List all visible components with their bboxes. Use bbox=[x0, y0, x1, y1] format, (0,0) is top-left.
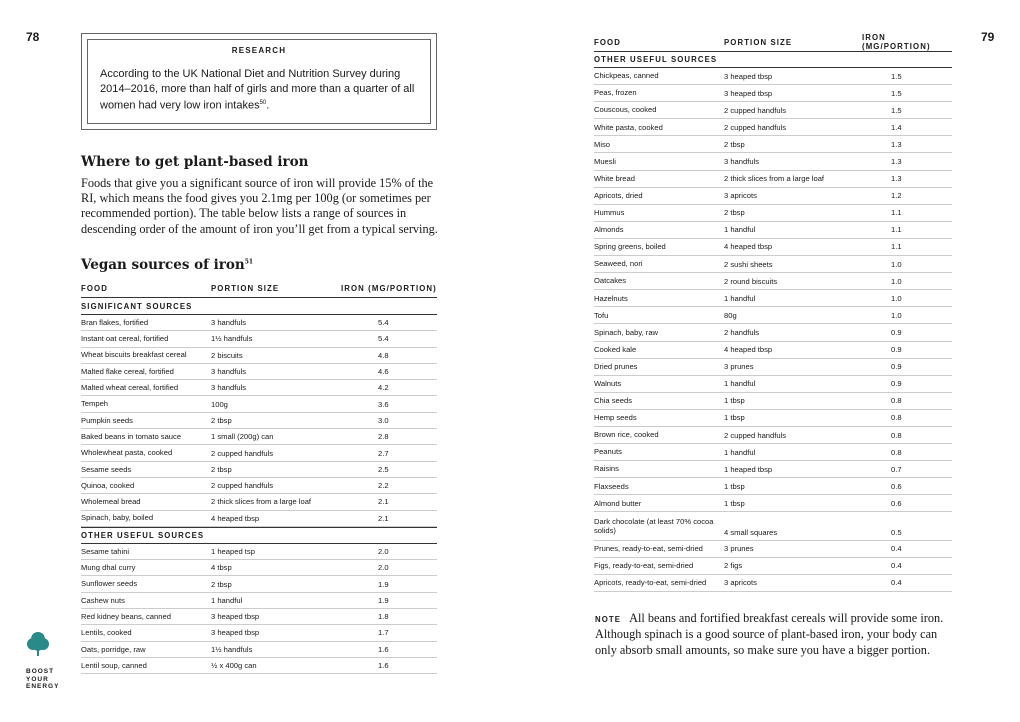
cell-portion: 3 handfuls bbox=[211, 318, 247, 328]
cell-food: Baked beans in tomato sauce bbox=[81, 431, 182, 441]
cell-iron: 0.9 bbox=[891, 379, 902, 389]
cell-food: Mung dhal curry bbox=[81, 563, 136, 573]
table-row bbox=[594, 273, 952, 290]
cell-portion: 3 heaped tbsp bbox=[724, 71, 773, 81]
cell-portion: 2 figs bbox=[724, 561, 743, 571]
section-paragraph: Foods that give you a significant source of iron will provide 15% of the RI, which means the food gives you 2.1mg per 100g (or sometimes per recommended portion). The table below lists a range of sources in descending order of the amount of iron you’ll get from a typical serving. bbox=[81, 176, 438, 236]
cell-portion: 2 tbsp bbox=[211, 579, 232, 589]
cell-food: Flaxseeds bbox=[594, 481, 629, 491]
table-heading-text: Vegan sources of iron bbox=[81, 257, 245, 273]
research-title: RESEARCH bbox=[231, 46, 287, 55]
table-row bbox=[594, 575, 952, 592]
cell-food: Lentils, cooked bbox=[81, 628, 132, 638]
cell-portion: 2 sushi sheets bbox=[724, 259, 773, 269]
table-row bbox=[81, 576, 437, 592]
cell-portion: 1 heaped tbsp bbox=[724, 464, 773, 474]
cell-food: Cooked kale bbox=[594, 344, 637, 354]
table-row bbox=[81, 478, 437, 494]
column-iron: IRON (MG/PORTION) bbox=[862, 33, 931, 51]
cell-food: Malted wheat cereal, fortified bbox=[81, 383, 179, 393]
cell-food: Raisins bbox=[594, 464, 619, 474]
cell-portion: 3 apricots bbox=[724, 191, 757, 201]
section-label-other: OTHER USEFUL SOURCES bbox=[81, 527, 437, 544]
table-row bbox=[81, 462, 437, 478]
cell-iron: 3.6 bbox=[378, 399, 389, 409]
cell-food: Tofu bbox=[594, 310, 609, 320]
cell-food: Cashew nuts bbox=[81, 595, 125, 605]
table-row bbox=[81, 494, 437, 510]
cell-portion: 3 heaped tbsp bbox=[724, 88, 773, 98]
cell-portion: 3 prunes bbox=[724, 544, 754, 554]
cell-portion: 2 tbsp bbox=[211, 415, 232, 425]
table-header bbox=[594, 33, 952, 51]
table-row bbox=[594, 461, 952, 478]
cell-iron: 0.6 bbox=[891, 498, 902, 508]
cell-food: Figs, ready-to-eat, semi-dried bbox=[594, 561, 694, 571]
cell-food: Hemp seeds bbox=[594, 413, 637, 423]
column-portion: PORTION SIZE bbox=[724, 37, 793, 47]
cell-iron: 1.0 bbox=[891, 259, 902, 269]
cell-portion: 3 heaped tbsp bbox=[211, 628, 260, 638]
table-row bbox=[594, 153, 952, 170]
cell-iron: 3.0 bbox=[378, 415, 389, 425]
section-label-significant: SIGNIFICANT SOURCES bbox=[81, 297, 437, 315]
cell-iron: 2.1 bbox=[378, 497, 389, 507]
iron-table-left bbox=[81, 280, 437, 674]
cell-food: White bread bbox=[594, 173, 635, 183]
cell-portion: 1 tbsp bbox=[724, 413, 745, 423]
cell-iron: 1.2 bbox=[891, 191, 902, 201]
cell-iron: 0.9 bbox=[891, 362, 902, 372]
cell-portion: 1½ handfuls bbox=[211, 644, 253, 654]
table-row bbox=[81, 380, 437, 396]
cell-portion: 2 tbsp bbox=[211, 464, 232, 474]
cell-iron: 2.8 bbox=[378, 432, 389, 442]
cell-food: Tempeh bbox=[81, 399, 109, 409]
cell-portion: 100g bbox=[211, 399, 228, 409]
cell-food: Oatcakes bbox=[594, 276, 627, 286]
cell-iron: 4.2 bbox=[378, 383, 389, 393]
table-row bbox=[81, 331, 437, 347]
cell-food: Muesli bbox=[594, 156, 616, 166]
cell-portion: 2 cupped handfuls bbox=[724, 430, 787, 440]
cell-food: Dark chocolate (at least 70% cocoa solids) bbox=[594, 516, 714, 536]
table-row bbox=[81, 348, 437, 364]
cell-portion: 2 thick slices from a large loaf bbox=[211, 497, 312, 507]
cell-portion: 2 tbsp bbox=[724, 139, 745, 149]
cell-food: Chia seeds bbox=[594, 396, 632, 406]
cell-iron: 1.0 bbox=[891, 310, 902, 320]
cell-portion: 1 small (200g) can bbox=[211, 432, 274, 442]
cell-portion: 4 tbsp bbox=[211, 563, 232, 573]
table-row bbox=[594, 171, 952, 188]
cell-portion: 1 handful bbox=[211, 595, 243, 605]
table-row bbox=[81, 642, 437, 658]
table-row bbox=[81, 658, 437, 674]
cell-iron: 4.8 bbox=[378, 350, 389, 360]
cell-food: Sesame tahini bbox=[81, 546, 130, 556]
table-row bbox=[594, 541, 952, 558]
column-food: FOOD bbox=[81, 284, 108, 293]
cell-iron: 0.9 bbox=[891, 345, 902, 355]
table-row bbox=[81, 560, 437, 576]
cell-portion: 1 handful bbox=[724, 379, 756, 389]
cell-portion: 2 round biscuits bbox=[724, 276, 778, 286]
table-row bbox=[81, 364, 437, 380]
cell-iron: 2.5 bbox=[378, 464, 389, 474]
cell-food: Pumpkin seeds bbox=[81, 415, 133, 425]
note-label: NOTE bbox=[595, 615, 622, 624]
note bbox=[595, 611, 957, 658]
cell-portion: 1 tbsp bbox=[724, 498, 745, 508]
cell-iron: 0.8 bbox=[891, 413, 902, 423]
cell-portion: 2 handfuls bbox=[724, 327, 760, 337]
table-row bbox=[594, 290, 952, 307]
significant-rows bbox=[81, 315, 437, 527]
table-row bbox=[594, 410, 952, 427]
cell-iron: 1.3 bbox=[891, 139, 902, 149]
cell-portion: 4 heaped tbsp bbox=[724, 345, 773, 355]
cell-portion: 2 cupped handfuls bbox=[724, 122, 787, 132]
cell-food: Sunflower seeds bbox=[81, 579, 138, 589]
table-row bbox=[81, 511, 437, 527]
cell-food: Apricots, dried bbox=[594, 190, 643, 200]
table-heading bbox=[81, 257, 253, 273]
table-row bbox=[594, 222, 952, 239]
table-row bbox=[594, 495, 952, 512]
tree-icon bbox=[26, 632, 50, 663]
page-number-right: 79 bbox=[981, 30, 995, 44]
research-end: . bbox=[266, 99, 270, 112]
table-row bbox=[81, 413, 437, 429]
cell-iron: 1.1 bbox=[891, 208, 902, 218]
cell-food: Prunes, ready-to-eat, semi-dried bbox=[594, 543, 703, 553]
cell-iron: 0.4 bbox=[891, 578, 902, 588]
table-row bbox=[594, 85, 952, 102]
cell-portion: 80g bbox=[724, 310, 737, 320]
cell-portion: 2 biscuits bbox=[211, 350, 243, 360]
cell-food: Peanuts bbox=[594, 447, 622, 457]
column-portion: PORTION SIZE bbox=[211, 284, 280, 293]
cell-iron: 1.1 bbox=[891, 242, 902, 252]
cell-iron: 1.0 bbox=[891, 276, 902, 286]
cell-food: Dried prunes bbox=[594, 361, 638, 371]
cell-food: Seaweed, nori bbox=[594, 259, 643, 269]
table-row bbox=[81, 593, 437, 609]
cell-portion: 1 tbsp bbox=[724, 396, 745, 406]
cell-portion: 1 handful bbox=[724, 447, 756, 457]
cell-food: Spring greens, boiled bbox=[594, 242, 666, 252]
cell-food: Spinach, baby, raw bbox=[594, 327, 659, 337]
cell-food: Sesame seeds bbox=[81, 464, 132, 474]
table-row bbox=[594, 307, 952, 324]
cell-food: Couscous, cooked bbox=[594, 105, 657, 115]
table-row bbox=[594, 359, 952, 376]
cell-food: Wholemeal bread bbox=[81, 497, 141, 507]
cell-iron: 0.4 bbox=[891, 561, 902, 571]
cell-iron: 1.3 bbox=[891, 174, 902, 184]
table-row bbox=[594, 102, 952, 119]
cell-food: White pasta, cooked bbox=[594, 122, 663, 132]
cell-iron: 2.0 bbox=[378, 547, 389, 556]
table-row bbox=[594, 393, 952, 410]
cell-portion: ½ x 400g can bbox=[211, 661, 257, 671]
cell-iron: 5.4 bbox=[378, 334, 389, 344]
cell-iron: 1.9 bbox=[378, 595, 389, 605]
cell-iron: 1.4 bbox=[891, 122, 902, 132]
table-row bbox=[81, 544, 437, 560]
table-row bbox=[81, 315, 437, 331]
cell-food: Brown rice, cooked bbox=[594, 430, 659, 440]
cell-iron: 1.5 bbox=[891, 71, 902, 81]
research-text bbox=[100, 67, 418, 113]
cell-iron: 1.6 bbox=[378, 644, 389, 654]
cell-iron: 1.1 bbox=[891, 225, 902, 235]
column-iron: IRON (MG/PORTION) bbox=[341, 284, 437, 293]
table-row bbox=[81, 445, 437, 461]
cell-food: Wholewheat pasta, cooked bbox=[81, 448, 173, 458]
cell-portion: 1½ handfuls bbox=[211, 334, 253, 344]
cell-portion: 2 cupped handfuls bbox=[211, 448, 274, 458]
table-row bbox=[81, 429, 437, 445]
cell-food: Instant oat cereal, fortified bbox=[81, 334, 169, 344]
cell-iron: 1.5 bbox=[891, 105, 902, 115]
cell-portion: 2 cupped handfuls bbox=[211, 481, 274, 491]
cell-portion: 3 prunes bbox=[724, 362, 754, 372]
table-row bbox=[594, 119, 952, 136]
cell-iron: 0.5 bbox=[891, 527, 902, 537]
cell-food: Almond butter bbox=[594, 498, 642, 508]
cell-food: Almonds bbox=[594, 225, 624, 235]
cell-portion: 4 small squares bbox=[724, 527, 778, 537]
table-row bbox=[594, 256, 952, 273]
table-row bbox=[594, 188, 952, 205]
table-row bbox=[81, 396, 437, 412]
table-row bbox=[594, 68, 952, 85]
cell-portion: 1 handful bbox=[724, 225, 756, 235]
brand-line: BOOST bbox=[26, 668, 55, 675]
cell-portion: 3 apricots bbox=[724, 578, 757, 588]
cell-food: Malted flake cereal, fortified bbox=[81, 366, 174, 376]
cell-iron: 1.6 bbox=[378, 661, 389, 671]
cell-food: Red kidney beans, canned bbox=[81, 611, 171, 621]
cell-food: Apricots, ready-to-eat, semi-dried bbox=[594, 578, 707, 588]
iron-table-right bbox=[594, 33, 952, 592]
cell-food: Walnuts bbox=[594, 378, 622, 388]
cell-iron: 1.8 bbox=[378, 612, 389, 622]
cell-iron: 0.6 bbox=[891, 481, 902, 491]
cell-food: Spinach, baby, boiled bbox=[81, 513, 154, 523]
cell-iron: 0.8 bbox=[891, 447, 902, 457]
research-box bbox=[81, 33, 437, 130]
table-row bbox=[594, 558, 952, 575]
table-row bbox=[594, 444, 952, 461]
table-row bbox=[594, 512, 952, 540]
cell-portion: 3 heaped tbsp bbox=[211, 612, 260, 622]
table-row bbox=[594, 136, 952, 153]
brand-line: YOUR bbox=[26, 675, 49, 683]
cell-portion: 2 tbsp bbox=[724, 208, 745, 218]
cell-food: Chickpeas, canned bbox=[594, 71, 659, 81]
page-number-left: 78 bbox=[26, 30, 40, 44]
table-row bbox=[594, 427, 952, 444]
cell-iron: 5.4 bbox=[378, 318, 389, 328]
cell-iron: 2.2 bbox=[378, 481, 389, 491]
table-row bbox=[594, 324, 952, 341]
table-header bbox=[81, 280, 437, 297]
cell-food: Oats, porridge, raw bbox=[81, 644, 146, 654]
table-row bbox=[81, 609, 437, 625]
cell-iron: 2.0 bbox=[378, 563, 389, 573]
cell-iron: 1.9 bbox=[378, 579, 389, 589]
cell-portion: 3 handfuls bbox=[211, 367, 247, 377]
brand-label bbox=[26, 668, 59, 691]
cell-iron: 1.5 bbox=[891, 88, 902, 98]
cell-portion: 1 heaped tsp bbox=[211, 547, 255, 556]
table-row bbox=[594, 205, 952, 222]
table-row bbox=[594, 376, 952, 393]
cell-portion: 1 handful bbox=[724, 293, 756, 303]
cell-iron: 0.9 bbox=[891, 327, 902, 337]
cell-iron: 1.7 bbox=[378, 628, 389, 638]
table-row bbox=[81, 625, 437, 641]
cell-iron: 0.4 bbox=[891, 544, 902, 554]
cell-food: Quinoa, cooked bbox=[81, 480, 135, 490]
cell-portion: 4 heaped tbsp bbox=[724, 242, 773, 252]
other-rows bbox=[594, 68, 952, 592]
cell-food: Lentil soup, canned bbox=[81, 660, 147, 670]
column-food: FOOD bbox=[594, 37, 621, 47]
cell-iron: 0.7 bbox=[891, 464, 902, 474]
other-rows bbox=[81, 544, 437, 674]
research-body: According to the UK National Diet and Nutrition Survey during 2014–2016, more than half of girls and more than a quarter of all women had very low iron intakes bbox=[100, 68, 415, 112]
cell-food: Wheat biscuits breakfast cereal bbox=[81, 350, 187, 360]
cell-portion: 3 handfuls bbox=[211, 383, 247, 393]
cell-portion: 2 thick slices from a large loaf bbox=[724, 174, 825, 184]
table-row bbox=[594, 478, 952, 495]
cell-iron: 2.1 bbox=[378, 513, 389, 523]
brand-line: ENERGY bbox=[26, 683, 60, 690]
cell-iron: 0.8 bbox=[891, 430, 902, 440]
cell-food: Peas, frozen bbox=[594, 88, 637, 98]
research-footnote: 50 bbox=[259, 100, 267, 106]
cell-portion: 3 handfuls bbox=[724, 157, 760, 167]
cell-portion: 1 tbsp bbox=[724, 481, 745, 491]
section-heading: Where to get plant-based iron bbox=[81, 154, 309, 170]
cell-portion: 4 heaped tbsp bbox=[211, 513, 260, 523]
cell-iron: 4.6 bbox=[378, 367, 389, 377]
table-row bbox=[594, 342, 952, 359]
cell-food: Bran flakes, fortified bbox=[81, 317, 149, 327]
cell-iron: 2.7 bbox=[378, 448, 389, 458]
cell-food: Miso bbox=[594, 139, 611, 149]
table-heading-footnote: 51 bbox=[244, 258, 254, 266]
cell-iron: 1.0 bbox=[891, 293, 902, 303]
cell-portion: 2 cupped handfuls bbox=[724, 105, 787, 115]
note-text: All beans and fortified breakfast cereals will provide some iron. Although spinach is a good source of plant-based iron, your body can only absorb small amounts, so make sure you have a bigger portion. bbox=[595, 611, 944, 657]
section-label-other: OTHER USEFUL SOURCES bbox=[594, 51, 952, 68]
cell-food: Hazelnuts bbox=[594, 293, 628, 303]
table-row bbox=[594, 239, 952, 256]
cell-food: Hummus bbox=[594, 208, 625, 218]
cell-iron: 1.3 bbox=[891, 157, 902, 167]
cell-iron: 0.8 bbox=[891, 396, 902, 406]
